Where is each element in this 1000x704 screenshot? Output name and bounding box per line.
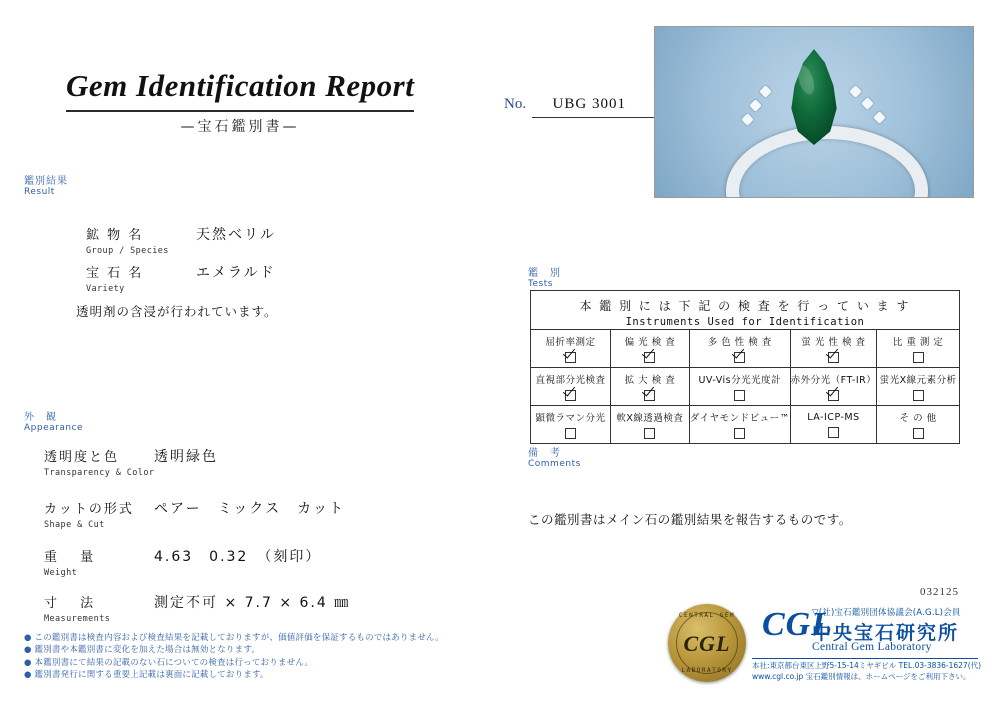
report-title-block [66, 68, 466, 136]
appearance-row-weight [44, 546, 504, 578]
diamond-icon [759, 85, 772, 98]
serial-number: 032125 [920, 586, 959, 598]
test-label: ダイヤモンドビュー™ [689, 413, 790, 424]
test-cell-refractive-index[interactable] [531, 330, 611, 368]
test-cell-diamondview[interactable] [689, 406, 790, 444]
comments-text: この鑑別書はメイン石の鑑別結果を報告するものです。 [528, 512, 852, 527]
test-cell-fluorescence[interactable] [790, 330, 877, 368]
test-label: 顕微ラマン分光 [535, 413, 606, 424]
laboratory-name-en: Central Gem Laboratory [812, 641, 932, 653]
checkbox-soft-xray[interactable] [644, 428, 655, 439]
result-treatment-note: 透明剤の含浸が行われています。 [76, 304, 278, 319]
appearance-label-measurements-jp: 寸 法 [44, 596, 96, 611]
diamond-icon [873, 111, 886, 124]
table-row [531, 368, 960, 406]
test-label: 蛍光X線元素分析 [879, 375, 957, 386]
result-label-species-en: Group / Species [86, 246, 169, 256]
footnote-item: ● この鑑別書は検査内容および検査結果を記載しておりますが、価値評価を保証するものではありません。 [24, 633, 444, 643]
test-cell-uv-vis[interactable] [689, 368, 790, 406]
test-cell-specific-gravity[interactable] [877, 330, 960, 368]
result-heading-en: Result [24, 187, 55, 197]
page-title-japanese [66, 116, 414, 136]
test-label: 多 色 性 検 査 [707, 337, 772, 348]
address-line-2[interactable]: www.cgl.co.jp 宝石鑑別情報は、ホームページをご利用下さい。 [752, 672, 971, 682]
footnote-item: ● 本鑑別書にて結果の記載のない石についての検査は行っておりません。 [24, 657, 314, 668]
tests-table [530, 290, 960, 444]
appearance-heading-en: Appearance [24, 423, 84, 433]
checkbox-xrf[interactable] [913, 390, 924, 401]
checkbox-polariscope[interactable] [644, 352, 655, 363]
footnote-item: ● 鑑別書発行に関する重要上記載は裏面に記載しております。 [24, 669, 269, 680]
result-heading-jp: 鑑別結果 [24, 176, 68, 187]
laboratory-seal-icon [668, 604, 746, 682]
test-label: 屈折率測定 [545, 337, 596, 348]
title-dash-left: — [180, 119, 198, 135]
result-value-variety: エメラルド [196, 265, 276, 281]
tests-table-title-cell [531, 291, 960, 330]
test-label: そ の 他 [899, 413, 937, 424]
test-cell-ftir[interactable] [790, 368, 877, 406]
title-japanese-text: 宝石鑑別書 [197, 119, 283, 135]
checkbox-fluorescence[interactable] [828, 352, 839, 363]
page-title: Gem Identification Report [66, 68, 415, 103]
checkbox-uv-vis[interactable] [734, 390, 745, 401]
checkbox-raman[interactable] [565, 428, 576, 439]
checkbox-magnification[interactable] [644, 390, 655, 401]
checkbox-pleochroism[interactable] [734, 352, 745, 363]
appearance-row-transparency [44, 446, 504, 478]
table-row [531, 330, 960, 368]
test-cell-xrf[interactable] [877, 368, 960, 406]
seal-arc-bottom: LABORATORY [681, 667, 733, 674]
test-label: LA-ICP-MS [807, 411, 860, 423]
test-cell-direct-spectroscope[interactable] [531, 368, 611, 406]
ring-band [726, 126, 928, 198]
comments-heading-en: Comments [528, 459, 581, 469]
test-cell-pleochroism[interactable] [689, 330, 790, 368]
tests-section-heading [528, 264, 561, 289]
checkbox-ftir[interactable] [828, 390, 839, 401]
report-number-label: No. [504, 96, 527, 112]
test-label: 軟X線透過検査 [616, 413, 684, 424]
appearance-value-weight: 4.63 0.32 （刻印） [154, 549, 322, 565]
diamond-icon [849, 85, 862, 98]
tests-table-title-jp: 本 鑑 別 に は 下 記 の 検 査 を 行 っ て い ま す [579, 298, 911, 313]
appearance-value-transparency: 透明緑色 [154, 449, 218, 465]
test-cell-soft-xray[interactable] [611, 406, 690, 444]
association-membership: ▽(社)宝石鑑別団体協議会(A.G.L)会員 [812, 608, 961, 618]
appearance-heading-jp: 外 観 [24, 412, 57, 423]
checkbox-specific-gravity[interactable] [913, 352, 924, 363]
gem-photo [654, 26, 974, 198]
tests-table-title-en: Instruments Used for Identification [625, 315, 865, 328]
test-cell-polariscope[interactable] [611, 330, 690, 368]
footnotes [24, 632, 544, 681]
diamond-icon [741, 113, 754, 126]
result-section-heading [24, 172, 68, 197]
table-row [531, 406, 960, 444]
result-row-variety [86, 262, 506, 294]
appearance-label-weight-en: Weight [44, 568, 78, 578]
seal-monogram: CGL [683, 631, 731, 656]
result-value-species: 天然ベリル [196, 227, 276, 243]
cgl-logo: CGL [762, 606, 833, 643]
test-cell-raman[interactable] [531, 406, 611, 444]
test-label: 蛍 光 性 検 査 [801, 337, 866, 348]
result-label-variety-jp: 宝 石 名 [86, 266, 144, 281]
comments-heading-jp: 備 考 [528, 448, 561, 459]
report-number-value: UBG 3001 [552, 96, 626, 112]
result-label-variety-en: Variety [86, 284, 125, 294]
seal-arc-top: CENTRAL GEM [678, 612, 736, 619]
title-dash-right: — [282, 119, 300, 135]
report-number-underline [532, 117, 664, 118]
diamond-icon [861, 97, 874, 110]
test-cell-other[interactable] [877, 406, 960, 444]
test-cell-magnification[interactable] [611, 368, 690, 406]
test-label: 直視部分光検査 [535, 375, 606, 386]
appearance-label-weight-jp: 重 量 [44, 550, 96, 565]
comments-section-heading [528, 444, 581, 469]
appearance-label-measurements-en: Measurements [44, 614, 111, 624]
test-label: 赤外分光（FT-IR） [790, 375, 877, 386]
tests-heading-en: Tests [528, 279, 553, 289]
checkbox-refractive-index[interactable] [565, 352, 576, 363]
footer-divider [752, 658, 978, 659]
test-label: 偏 光 検 査 [624, 337, 676, 348]
footnote-item: ● 鑑別書や本鑑別書に変化を加えた場合は無効となります。 [24, 645, 261, 656]
address-line-1: 本社:東京都台東区上野5-15-14ミヤギビル TEL.03-3836-1627(代) [752, 661, 982, 670]
checkbox-diamondview[interactable] [734, 428, 745, 439]
appearance-value-shape: ペアー ミックス カット [154, 501, 346, 517]
checkbox-la-icp-ms[interactable] [828, 427, 839, 438]
appearance-value-measurements: 測定不可 × 7.7 × 6.4 ㎜ [154, 595, 351, 611]
checkbox-direct-spectroscope[interactable] [565, 390, 576, 401]
title-divider [66, 110, 414, 112]
checkbox-other[interactable] [913, 428, 924, 439]
appearance-section-heading [24, 408, 83, 433]
diamond-icon [749, 99, 762, 112]
test-cell-la-icp-ms[interactable] [790, 406, 877, 444]
photo-background [655, 27, 973, 197]
appearance-row-measurements [44, 592, 504, 624]
appearance-label-shape-en: Shape & Cut [44, 520, 105, 530]
laboratory-name-jp: 中央宝石研究所 [812, 622, 960, 644]
laboratory-address [752, 660, 981, 683]
tests-heading-jp: 鑑 別 [528, 268, 561, 279]
tests-table-header-row [531, 291, 960, 330]
test-label: UV-Vis分光光度計 [698, 375, 782, 386]
test-label: 比 重 測 定 [892, 337, 944, 348]
appearance-label-transparency-en: Transparency & Color [44, 468, 155, 478]
appearance-label-transparency-jp: 透明度と色 [44, 450, 120, 465]
result-row-species [86, 224, 506, 256]
appearance-row-shape [44, 498, 504, 530]
appearance-label-shape-jp: カットの形式 [44, 502, 134, 517]
result-label-species-jp: 鉱 物 名 [86, 228, 144, 243]
test-label: 拡 大 検 査 [624, 375, 676, 386]
